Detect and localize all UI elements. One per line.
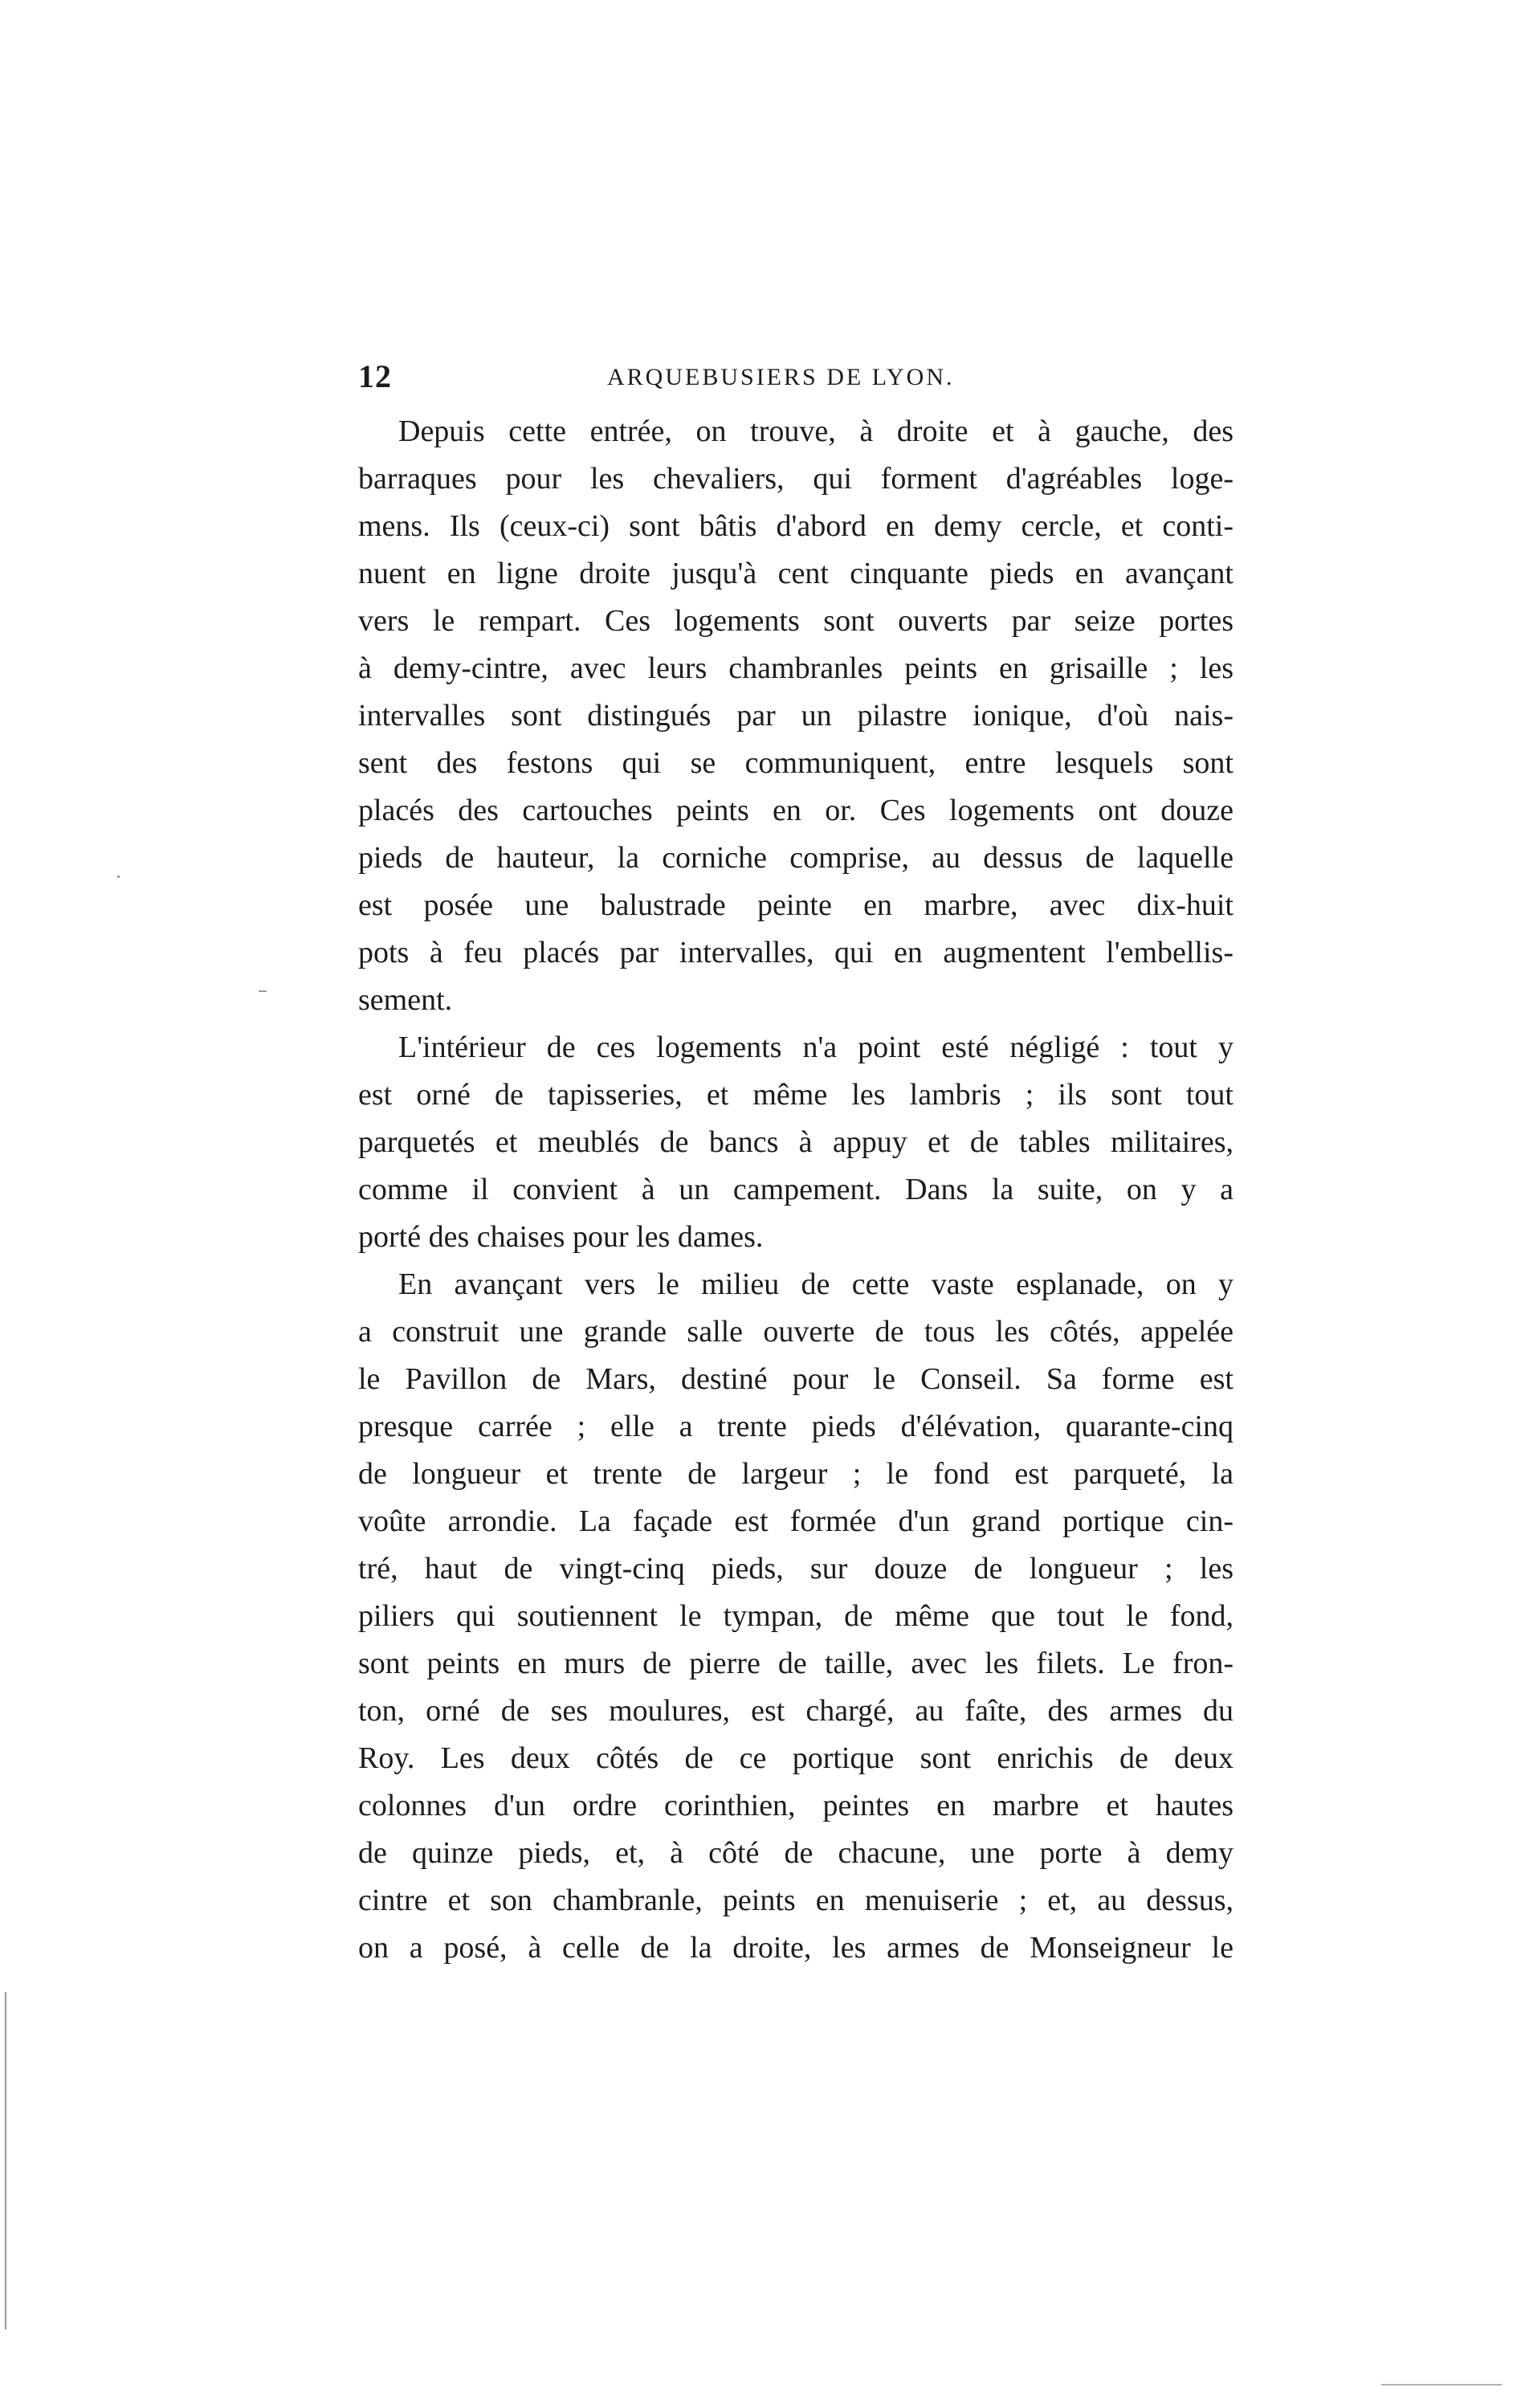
scan-rule xyxy=(1381,2384,1502,2386)
body-text xyxy=(358,408,1234,1972)
text-line: intervalles sont distingués par un pilastre ionique, d'où nais- xyxy=(358,699,1234,733)
text-line: sent des festons qui se communiquent, entre lesquels sont xyxy=(358,746,1234,780)
paragraph-2 xyxy=(358,1024,1234,1261)
text-line: pots à feu placés par intervalles, qui en augmentent l'embellis- xyxy=(358,936,1234,969)
text-line: est orné de tapisseries, et même les lambris ; ils sont tout xyxy=(358,1078,1234,1112)
running-title: ARQUEBUSIERS DE LYON. xyxy=(607,364,955,390)
text-line: on a posé, à celle de la droite, les armes de Monseigneur le xyxy=(358,1931,1234,1965)
paragraph-3 xyxy=(358,1261,1234,1972)
text-line: le Pavillon de Mars, destiné pour le Conseil. Sa forme est xyxy=(358,1362,1234,1396)
paragraph-1 xyxy=(358,408,1234,1024)
running-head xyxy=(358,357,1234,406)
text-line: à demy-cintre, avec leurs chambranles peints en grisaille ; les xyxy=(358,651,1234,685)
text-line: nuent en ligne droite jusqu'à cent cinquante pieds en avançant xyxy=(358,557,1234,590)
text-line: barraques pour les chevaliers, qui forment d'agréables loge- xyxy=(358,462,1234,496)
text-line: ton, orné de ses moulures, est chargé, au faîte, des armes du xyxy=(358,1694,1234,1728)
text-line: sement. xyxy=(358,983,453,1017)
text-line: parquetés et meublés de bancs à appuy et de tables militaires, xyxy=(358,1125,1234,1159)
scan-mark xyxy=(117,875,120,878)
text-line: de quinze pieds, et, à côté de chacune, une porte à demy xyxy=(358,1836,1234,1870)
text-line: presque carrée ; elle a trente pieds d'élévation, quarante-cinq xyxy=(358,1410,1234,1443)
text-line: Roy. Les deux côtés de ce portique sont enrichis de deux xyxy=(358,1741,1234,1775)
scan-mark xyxy=(5,1992,6,2329)
text-line: comme il convient à un campement. Dans la suite, on y a xyxy=(358,1173,1234,1206)
page-number: 12 xyxy=(358,358,392,394)
text-line: vers le rempart. Ces logements sont ouverts par seize portes xyxy=(358,604,1234,638)
text-line: a construit une grande salle ouverte de tous les côtés, appelée xyxy=(358,1315,1234,1349)
text-line: En avançant vers le milieu de cette vaste esplanade, on y xyxy=(398,1267,1234,1301)
text-line: mens. Ils (ceux-ci) sont bâtis d'abord en demy cercle, et conti- xyxy=(358,509,1234,543)
text-line: cintre et son chambranle, peints en menuiserie ; et, au dessus, xyxy=(358,1884,1234,1917)
text-line: de longueur et trente de largeur ; le fond est parqueté, la xyxy=(358,1457,1234,1491)
text-line: colonnes d'un ordre corinthien, peintes en marbre et hautes xyxy=(358,1789,1234,1822)
text-line: est posée une balustrade peinte en marbre, avec dix-huit xyxy=(358,888,1234,922)
text-line: placés des cartouches peints en or. Ces logements ont douze xyxy=(358,794,1234,827)
text-line: Depuis cette entrée, on trouve, à droite et à gauche, des xyxy=(398,414,1234,448)
text-line: voûte arrondie. La façade est formée d'un grand portique cin- xyxy=(358,1504,1234,1538)
text-line: L'intérieur de ces logements n'a point esté négligé : tout y xyxy=(398,1031,1234,1064)
text-line: tré, haut de vingt-cinq pieds, sur douze de longueur ; les xyxy=(358,1552,1234,1586)
text-line: piliers qui soutiennent le tympan, de même que tout le fond, xyxy=(358,1599,1234,1633)
text-line: porté des chaises pour les dames. xyxy=(358,1220,764,1254)
text-line: pieds de hauteur, la corniche comprise, au dessus de laquelle xyxy=(358,841,1234,875)
text-line: sont peints en murs de pierre de taille, avec les filets. Le fron- xyxy=(358,1647,1234,1680)
scan-mark xyxy=(259,990,267,992)
